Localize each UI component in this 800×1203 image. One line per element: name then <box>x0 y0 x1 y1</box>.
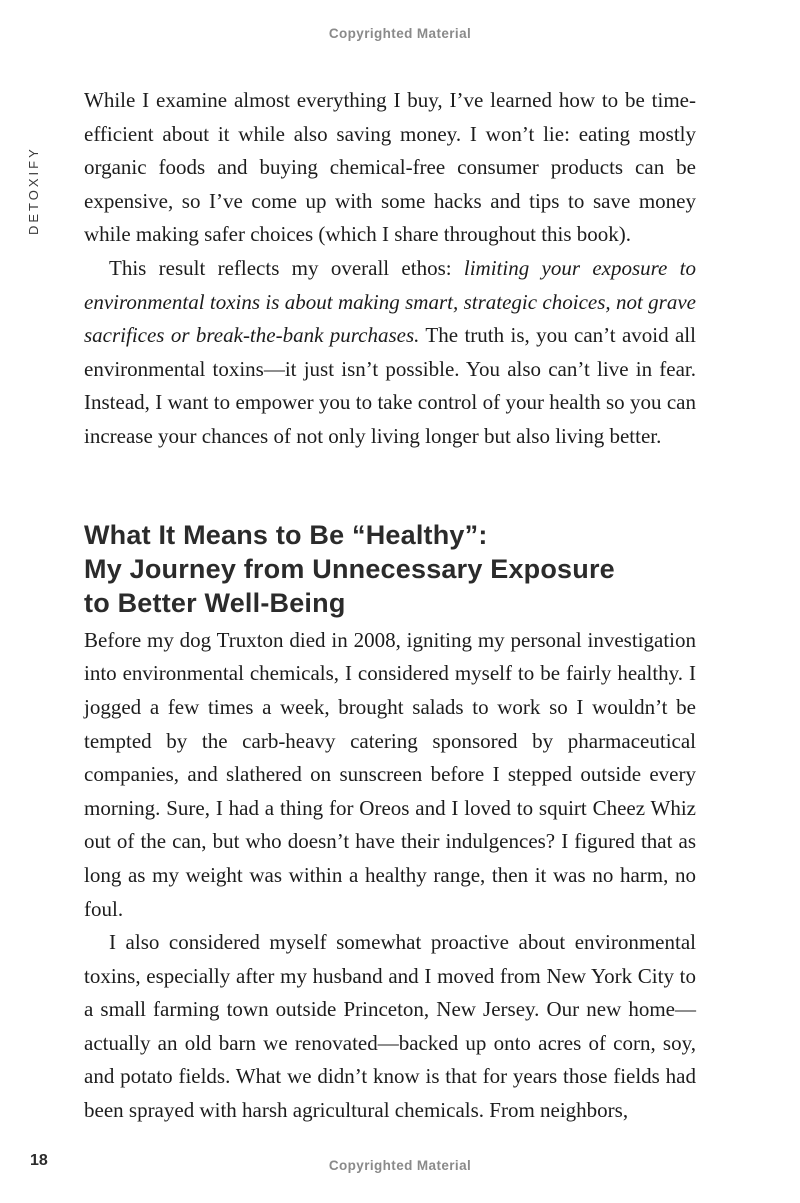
page-number: 18 <box>30 1152 48 1169</box>
paragraph-2-rest: The truth is, you can’t avoid all environmental toxins—it just isn’t possible. You also can’t live in fear. Instead, I want to empower you to take control of your health so you can increase your chances of not only living longer but also living better. <box>84 323 696 448</box>
paragraph-1: While I examine almost everything I buy, I’ve learned how to be time-efficient about it while also saving money. I won’t lie: eating mostly organic foods and buying chemical-free consumer products can be expensive, so I’ve come up with some hacks and tips to save money while making safer choices (which I share throughout this book). <box>84 88 696 247</box>
paragraph-3: Before my dog Truxton died in 2008, igniting my personal investigation into environmental chemicals, I considered myself to be fairly healthy. I jogged a few times a week, brought salads to work so I wouldn’t be tempted by the carb-heavy catering sponsored by pharmaceutical companies, and slathered on sunscreen before I stepped outside every morning. Sure, I had a thing for Oreos and I loved to squirt Cheez Whiz out of the can, but who doesn’t have their indulgences? I figured that as long as my weight was within a healthy range, then it was no harm, no foul. <box>84 627 696 921</box>
paragraph-2-emphasis: limiting your exposure to environmental toxins is about making smart, strategic choices, not grave sacrifices or break-the-bank purchases. <box>84 255 696 348</box>
page-content <box>84 84 696 1128</box>
section-heading-line-2: My Journey from Unnecessary Exposure <box>84 553 615 584</box>
paragraph-2-lead: This result reflects my overall ethos: <box>109 255 464 280</box>
paragraph-2 <box>84 252 696 454</box>
paragraph-4: I also considered myself somewhat proactive about environmental toxins, especially after my husband and I moved from New York City to a small farming town outside Princeton, New Jersey. Our new home—actually an old barn we renovated—backed up onto acres of corn, soy, and potato fields. What we didn’t know is that for years those fields had been sprayed with harsh agricultural chemicals. From neighbors, <box>84 930 696 1123</box>
copyright-notice-top: Copyrighted Material <box>328 26 472 41</box>
section-heading <box>84 518 696 621</box>
section-heading-line-1: What It Means to Be “Healthy”: <box>84 519 488 550</box>
copyright-notice-bottom: Copyrighted Material <box>328 1158 472 1173</box>
chapter-spine-label: DETOXIFY <box>26 146 41 235</box>
section-heading-line-3: to Better Well-Being <box>84 588 346 619</box>
